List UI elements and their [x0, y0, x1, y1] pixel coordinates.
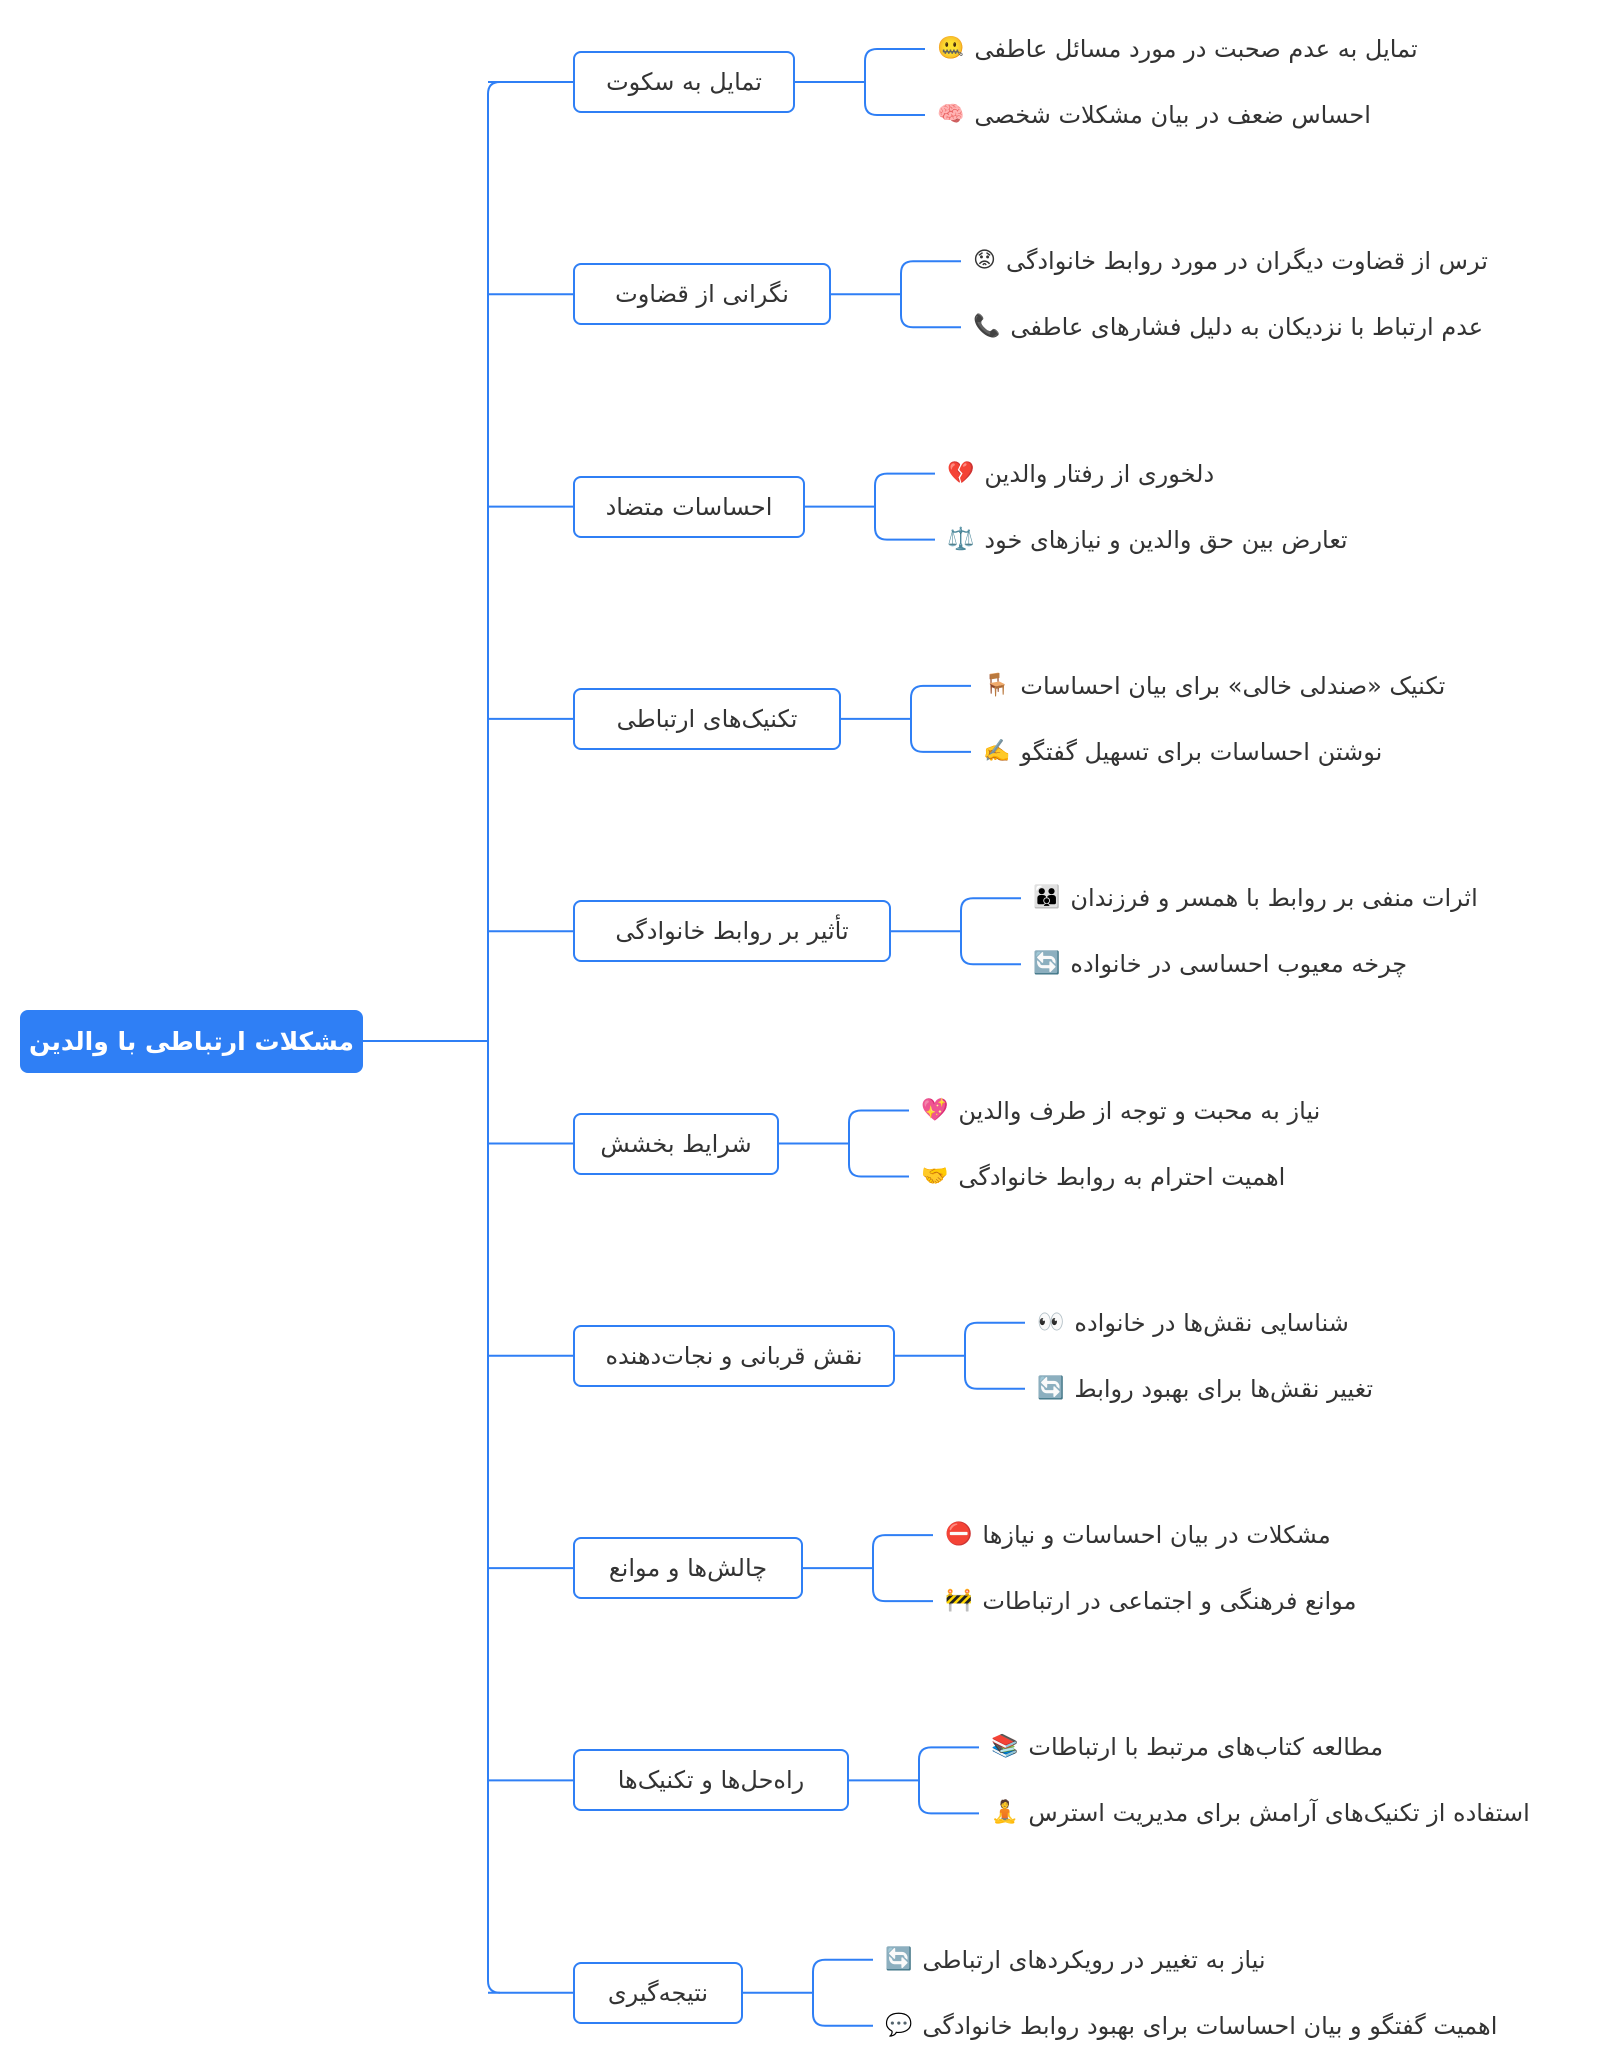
leaf-label: ترس از قضاوت دیگران در مورد روابط خانوادگی: [1005, 247, 1488, 276]
branch-label: نگرانی از قضاوت: [615, 280, 789, 309]
branch-node[interactable]: [573, 688, 841, 750]
cycle-arrows-icon: 🔄: [885, 1946, 913, 1972]
leaf-item[interactable]: [885, 1940, 1266, 1980]
leaf-item[interactable]: [921, 1157, 1285, 1197]
cycle-arrows-icon: 🔄: [1037, 1375, 1065, 1401]
root-node[interactable]: [20, 1010, 363, 1073]
branch-node[interactable]: [573, 51, 795, 113]
branch-label: تأثیر بر روابط خانوادگی: [615, 917, 849, 946]
handshake-icon: 🤝: [921, 1163, 949, 1189]
leaf-item[interactable]: [1037, 1369, 1373, 1409]
leaf-item[interactable]: [991, 1727, 1383, 1767]
leaf-bracket: [965, 1323, 1025, 1389]
leaf-bracket: [875, 474, 935, 540]
leaf-item[interactable]: [945, 1515, 1331, 1555]
leaf-item[interactable]: [937, 29, 1418, 69]
leaf-bracket: [919, 1747, 979, 1813]
no-entry-icon: ⛔: [945, 1522, 973, 1548]
leaf-item[interactable]: [973, 241, 1488, 281]
branch-node[interactable]: [573, 1962, 743, 2024]
leaf-label: دلخوری از رفتار والدین: [984, 459, 1215, 488]
leaf-label: تعارض بین حق والدین و نیازهای خود: [984, 525, 1348, 554]
branch-node[interactable]: [573, 1749, 849, 1811]
leaf-label: نوشتن احساسات برای تسهیل گفتگو: [1020, 737, 1383, 766]
branch-label: نتیجه‌گیری: [607, 1978, 709, 2007]
construction-barrier-icon: 🚧: [945, 1588, 973, 1614]
family-icon: 👪: [1033, 885, 1061, 911]
leaf-label: تغییر نقش‌ها برای بهبود روابط: [1074, 1374, 1374, 1403]
leaf-label: نیاز به محبت و توجه از طرف والدین: [958, 1096, 1321, 1125]
balance-scale-icon: ⚖️: [947, 526, 975, 552]
branch-node[interactable]: [573, 476, 805, 538]
leaf-label: چرخه معیوب احساسی در خانواده: [1070, 950, 1408, 979]
books-icon: 📚: [991, 1734, 1019, 1760]
leaf-bracket: [849, 1111, 909, 1177]
leaf-label: اثرات منفی بر روابط با همسر و فرزندان: [1070, 884, 1478, 913]
leaf-item[interactable]: [921, 1091, 1320, 1131]
leaf-item[interactable]: [1033, 944, 1407, 984]
leaf-label: اهمیت گفتگو و بیان احساسات برای بهبود روابط خانوادگی: [922, 2011, 1498, 2040]
meditation-icon: 🧘: [991, 1800, 1019, 1826]
leaf-label: عدم ارتباط با نزدیکان به دلیل فشارهای عاطفی: [1010, 313, 1484, 342]
leaf-item[interactable]: [973, 307, 1483, 347]
writing-hand-icon: ✍️: [983, 738, 1011, 764]
zipper-mouth-face-icon: 🤐: [937, 36, 965, 61]
leaf-label: تمایل به عدم صحبت در مورد مسائل عاطفی: [974, 35, 1418, 63]
leaf-item[interactable]: [1033, 878, 1478, 918]
leaf-label: مطالعه کتاب‌های مرتبط با ارتباطات: [1028, 1733, 1384, 1762]
branch-label: شرایط بخشش: [600, 1129, 752, 1158]
leaf-bracket: [901, 261, 961, 327]
leaf-label: احساس ضعف در بیان مشکلات شخصی: [974, 101, 1371, 129]
trunk-line: [488, 82, 500, 1993]
branch-label: تکنیک‌های ارتباطی: [616, 704, 798, 733]
worried-face-icon: 😟: [973, 248, 996, 274]
leaf-item[interactable]: [1037, 1303, 1349, 1343]
leaf-item[interactable]: [937, 95, 1371, 135]
leaf-item[interactable]: [945, 1581, 1356, 1621]
branch-label: احساسات متضاد: [605, 492, 773, 521]
branch-label: نقش قربانی و نجات‌دهنده: [605, 1341, 863, 1370]
root-label: مشکلات ارتباطی با والدین: [28, 1027, 355, 1056]
leaf-item[interactable]: [947, 454, 1214, 494]
branch-label: چالش‌ها و موانع: [608, 1554, 768, 1583]
branch-node[interactable]: [573, 1325, 895, 1387]
leaf-item[interactable]: [947, 520, 1348, 560]
leaf-label: موانع فرهنگی و اجتماعی در ارتباطات: [982, 1587, 1357, 1616]
branch-label: راه‌حل‌ها و تکنیک‌ها: [617, 1766, 805, 1795]
leaf-label: نیاز به تغییر در رویکردهای ارتباطی: [922, 1945, 1266, 1974]
eyes-icon: 👀: [1037, 1309, 1065, 1335]
branch-node[interactable]: [573, 263, 831, 325]
speech-bubble-icon: 💬: [885, 2012, 913, 2038]
cycle-arrows-icon: 🔄: [1033, 951, 1061, 977]
sparkling-heart-icon: 💖: [921, 1097, 949, 1123]
leaf-label: استفاده از تکنیک‌های آرامش برای مدیریت استرس: [1028, 1799, 1530, 1828]
leaf-label: اهمیت احترام به روابط خانوادگی: [958, 1162, 1286, 1191]
leaf-bracket: [813, 1960, 873, 2026]
leaf-label: مشکلات در بیان احساسات و نیازها: [982, 1521, 1331, 1550]
chair-icon: 🪑: [983, 672, 1011, 698]
branch-node[interactable]: [573, 1537, 803, 1599]
telephone-icon: 📞: [973, 314, 1001, 340]
leaf-item[interactable]: [983, 732, 1382, 772]
brain-icon: 🧠: [937, 102, 965, 127]
branch-node[interactable]: [573, 900, 891, 962]
branch-node[interactable]: [573, 1113, 779, 1175]
leaf-label: شناسایی نقش‌ها در خانواده: [1074, 1308, 1349, 1337]
leaf-item[interactable]: [991, 1793, 1530, 1833]
leaf-item[interactable]: [885, 2006, 1497, 2046]
leaf-bracket: [865, 49, 925, 115]
leaf-label: تکنیک «صندلی خالی» برای بیان احساسات: [1020, 671, 1446, 700]
leaf-bracket: [911, 686, 971, 752]
broken-heart-icon: 💔: [947, 460, 975, 486]
branch-label: تمایل به سکوت: [606, 68, 762, 96]
leaf-bracket: [961, 898, 1021, 964]
leaf-item[interactable]: [983, 666, 1445, 706]
leaf-bracket: [873, 1535, 933, 1601]
